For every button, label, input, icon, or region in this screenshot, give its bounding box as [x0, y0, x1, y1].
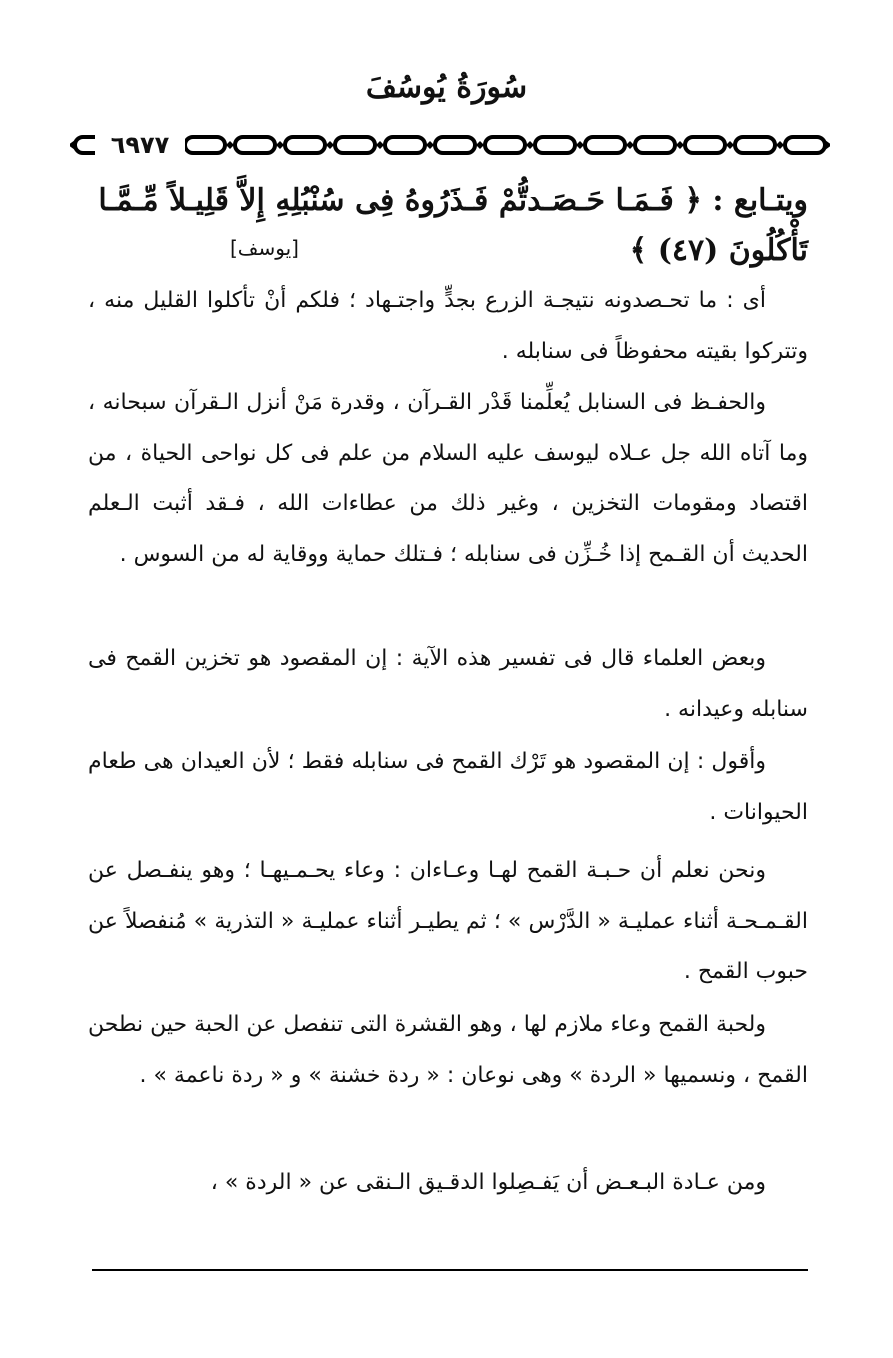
paragraph-text: وأقول : إن المقصود هو تَرْك القمح فى سنابله فقط ؛ لأن العيدان هى طعام الحيوانات . — [88, 749, 808, 825]
paragraph — [88, 1158, 808, 1209]
paragraph — [88, 1000, 808, 1101]
paragraph — [88, 737, 808, 838]
paragraph-text: ولحبة القمح وعاء ملازم لها ، وهو القشرة التى تنفصل عن الحبة حين نطحن القمح ، ونسميها « الردة » وهى نوعان : « ردة خشنة » و « ردة ناعمة » . — [87, 1012, 808, 1088]
paragraph-text: وبعض العلماء قال فى تفسير هذه الآية : إن المقصود هو تخزين القمح فى سنابله وعيدانه . — [88, 646, 808, 722]
surah-reference: [يوسف] — [230, 236, 299, 260]
page-number: ٦٩٧٧ — [95, 130, 185, 160]
quran-verse-line-1: ويتـابع : ﴿ فَـمَـا حَـصَـدتُّمْ فَـذَرُوهُ فِى سُنْبُلِهِ إِلاَّ قَلِيـلاً مِّـمَّـا — [98, 183, 808, 218]
paragraph-text: والحفـظ فى السنابل يُعلِّمنا قَدْر القـرآن ، وقدرة مَنْ أنزل الـقرآن سبحانه ، وما آتاه الله جل عـلاه ليوسف عليه السلام من علم فى كل نواحى الحياة ، من اقتصاد ومقومات التخزين ، وغير ذلك من عطاءات الله ، فـقد أثبت الـعلم الحديث أن القـمح إذا خُـزِّن فى سنابله ؛ فـتلك حماية ووقاية له من السوس . — [88, 390, 808, 567]
footer-divider — [92, 1269, 808, 1271]
paragraph — [88, 276, 808, 377]
paragraph — [88, 634, 808, 735]
paragraph-text: أى : ما تحـصدونه نتيجـة الزرع بجدٍّ واجتـهاد ؛ فلكم أنْ تأكلوا القليل منه ، وتتركوا بقيته محفوظاً فى سنابله . — [88, 288, 808, 364]
quran-verse-line-2: تَأْكُلُونَ (٤٧) ﴾ — [629, 233, 808, 268]
paragraph — [88, 378, 808, 580]
paragraph — [88, 846, 808, 998]
paragraph-text: ونحن نعلم أن حـبـة القمح لهـا وعـاءان : وعاء يحـمـيهـا ؛ وهو ينفـصل عن القـمـحـة أثناء عمليـة « الدَّرْس » ؛ ثم يطيـر أثناء عمليـة « التذرية » مُنفصلاً عن حبوب القمح . — [88, 858, 808, 984]
surah-title: سُورَةُ يُوسُفَ — [365, 70, 528, 105]
paragraph-text: ومن عـادة البـعـض أن يَفـصِلوا الدقـيق الـنقى عن « الردة » ، — [210, 1170, 766, 1195]
